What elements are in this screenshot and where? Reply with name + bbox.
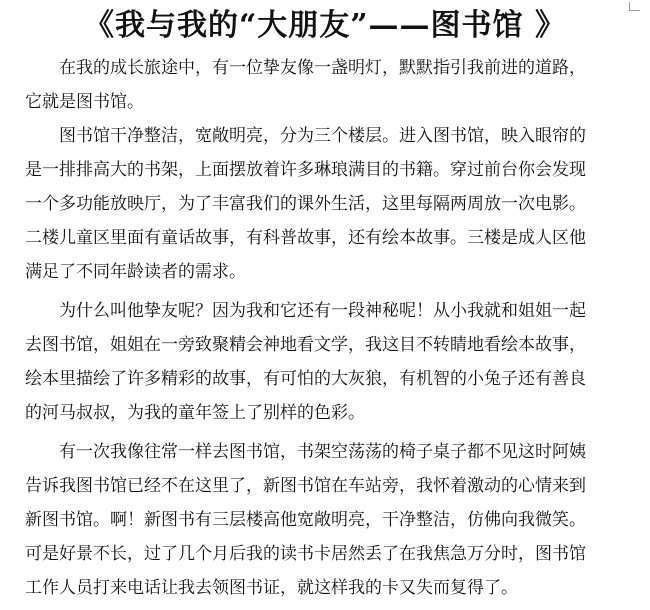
paragraph-line: 有一次我像往常一样去图书馆，书架空荡荡的椅子桌子都不见这时阿姨 — [59, 442, 586, 462]
paragraph-line: 告诉我图书馆已经不在这里了，新图书馆在车站旁，我怀着激动的心情来到 — [25, 476, 586, 496]
paragraph-line: 的河马叔叔，为我的童年签上了别样的色彩。 — [25, 403, 365, 423]
paragraph-line: 绘本里描绘了许多精彩的故事，有可怕的大灰狼，有机智的小兔子还有善良 — [25, 369, 586, 389]
paragraph-line: 在我的成长旅途中，有一位挚友像一盏明灯，默默指引我前进的道路， — [59, 58, 586, 78]
paragraph-line: 为什么叫他挚友呢？因为我和它还有一段神秘呢！从小我就和姐姐一起 — [59, 301, 586, 321]
paragraph-line: 是一排排高大的书架，上面摆放着许多琳琅满目的书籍。穿过前台你会发现 — [25, 160, 586, 180]
paragraph-line: 图书馆干净整洁，宽敞明亮，分为三个楼层。进入图书馆，映入眼帘的 — [59, 126, 586, 146]
paragraph-line: 去图书馆，姐姐在一旁致聚精会神地看文学，我这目不转睛地看绘本故事， — [25, 335, 586, 355]
paragraph-line: 满足了不同年龄读者的需求。 — [25, 262, 246, 282]
paragraph-line: 新图书馆。啊！新图书有三层楼高他宽敞明亮，干净整洁，仿佛向我微笑。 — [25, 510, 586, 530]
paragraph-line: 可是好景不长，过了几个月后我的读书卡居然丢了在我焦急万分时，图书馆 — [25, 544, 586, 564]
paragraph-line: 一个多功能放映厅，为了丰富我们的课外生活，这里每隔两周放一次电影。 — [25, 194, 586, 214]
paragraph-line: 它就是图书馆。 — [25, 92, 144, 112]
paragraph-line: 工作人员打来电话让我去领图书证，就这样我的卡又失而复得了。 — [25, 578, 518, 598]
document-title: 《我与我的“大朋友”——图书馆 》 — [84, 8, 566, 43]
paragraph-line: 二楼儿童区里面有童话故事，有科普故事，还有绘本故事。三楼是成人区他 — [25, 228, 586, 248]
